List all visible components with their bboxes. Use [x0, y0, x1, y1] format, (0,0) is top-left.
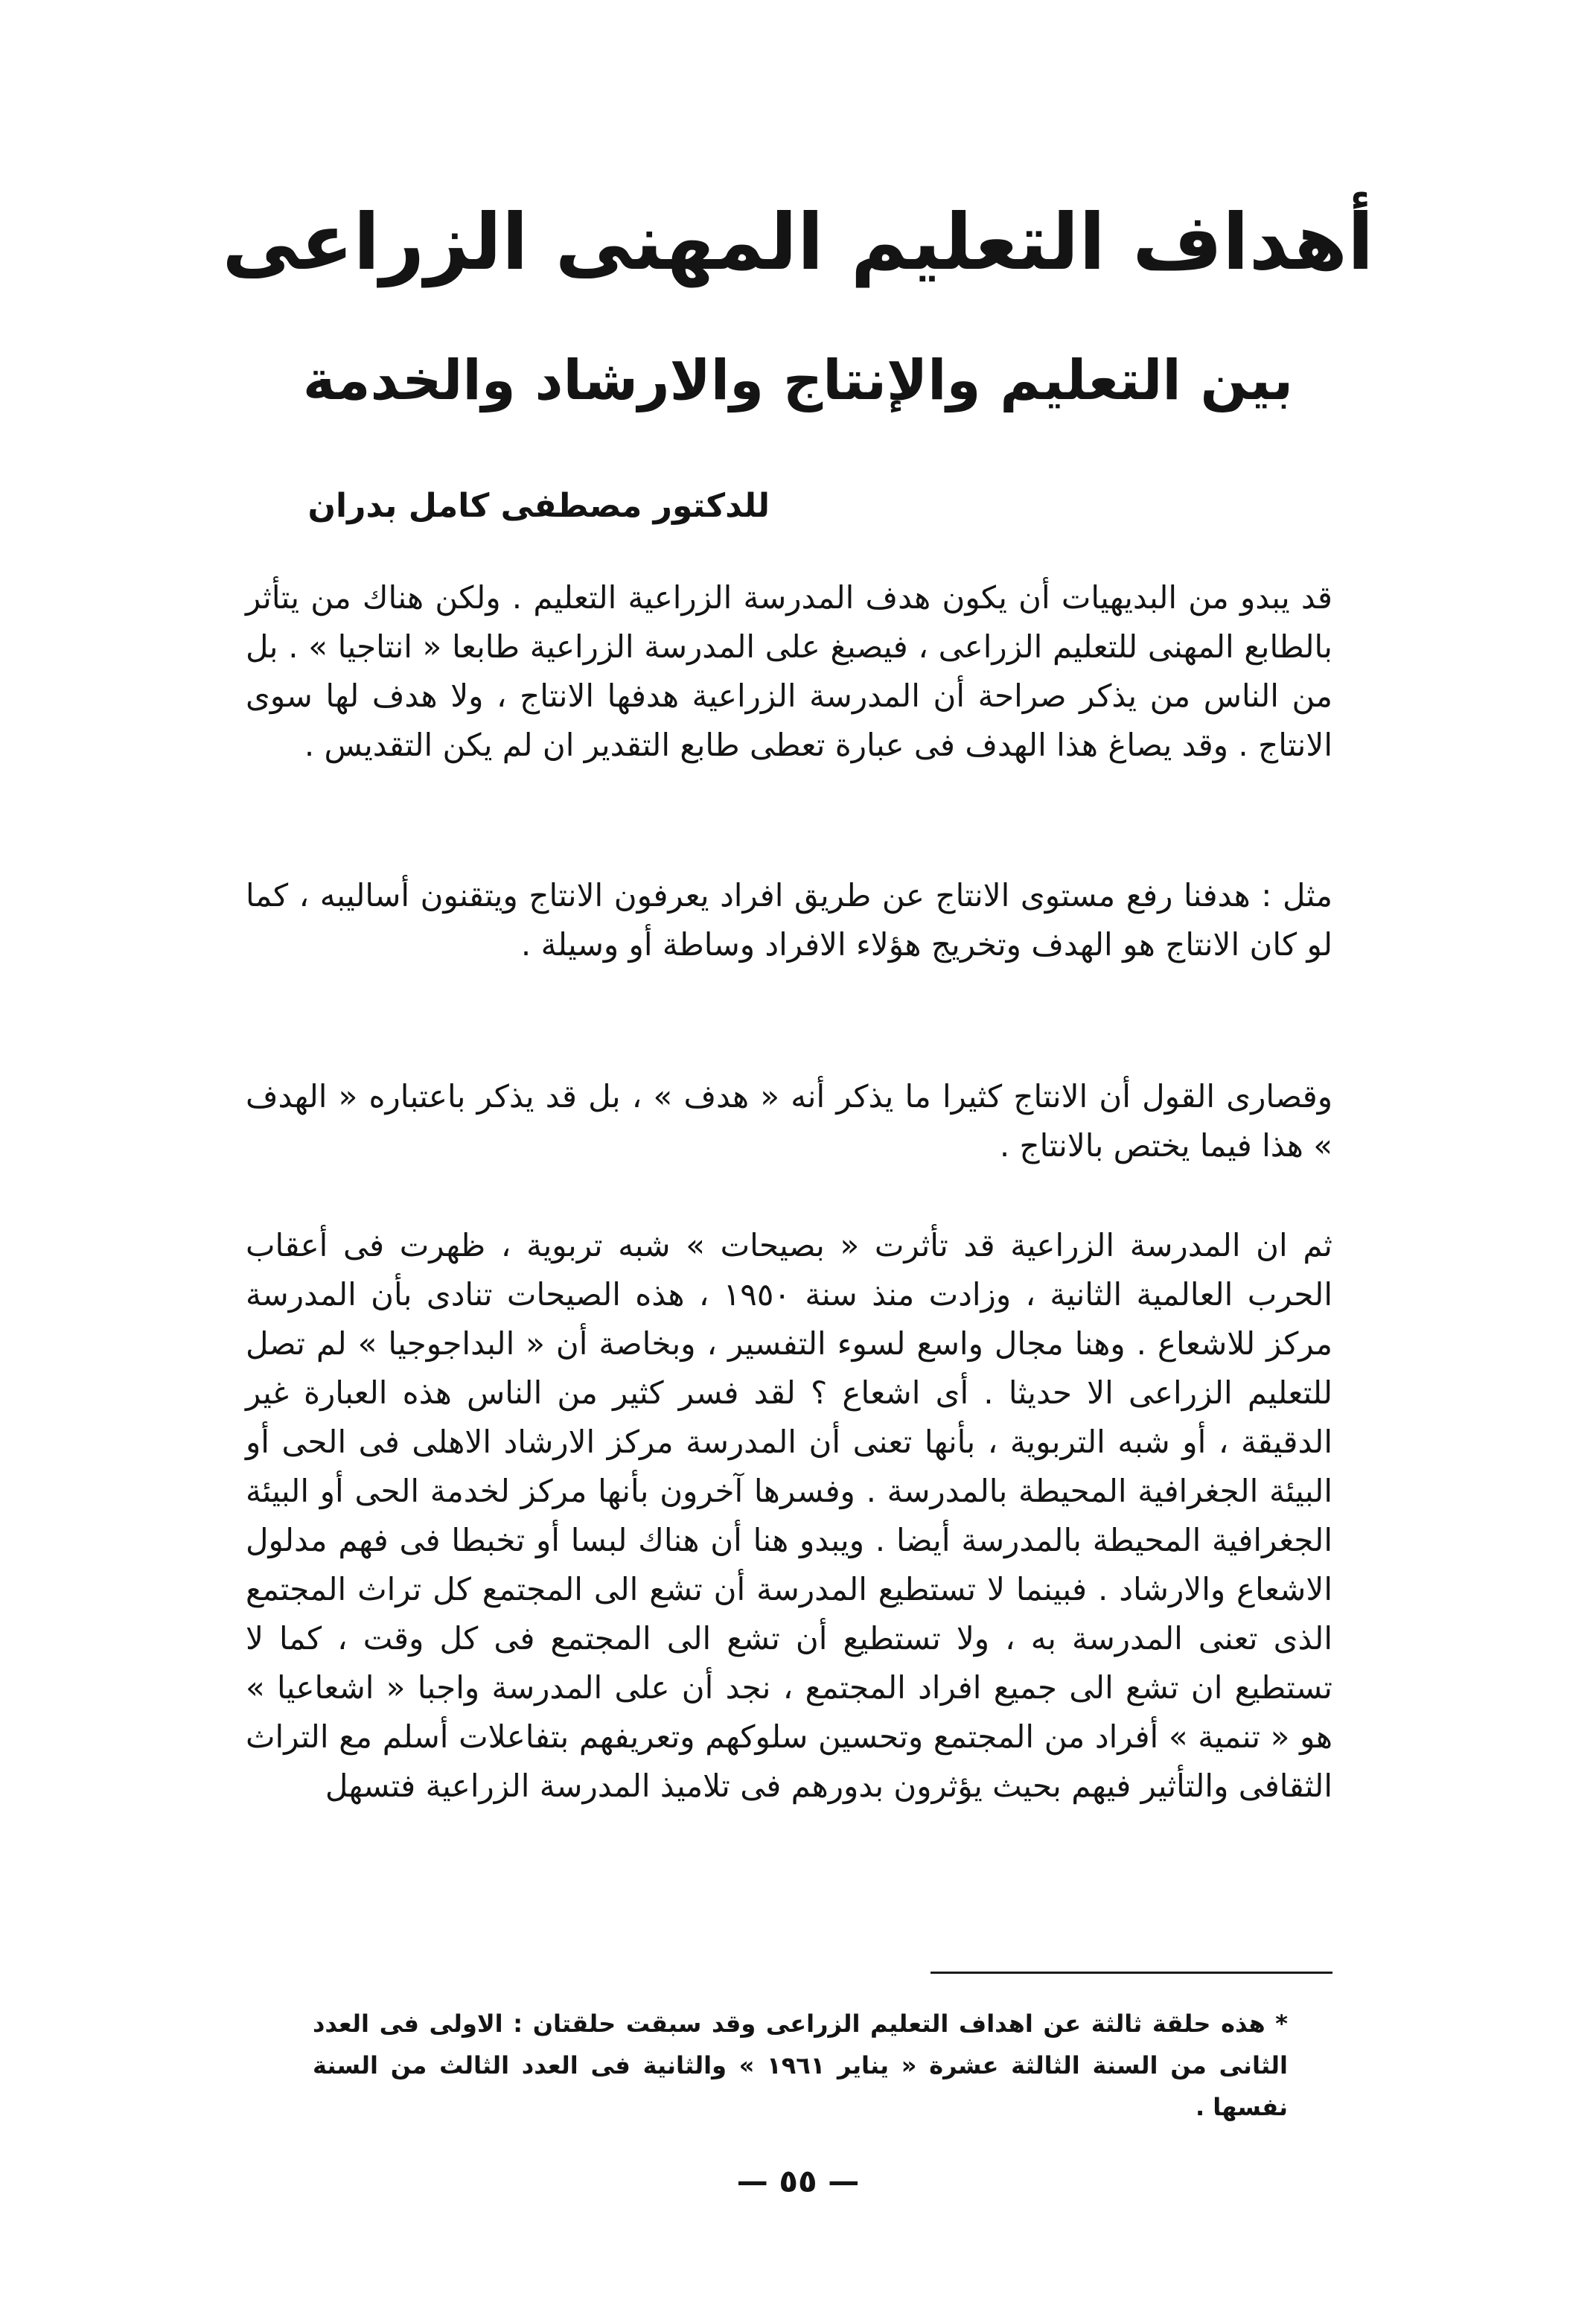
paragraph-1: قد يبدو من البديهيات أن يكون هدف المدرسة الزراعية التعليم . ولكن هناك من يتأثر بالطابع المهنى للتعليم الزراعى ، فيصبغ على المدرسة الزراعية طابعا « انتاجيا » . بل من الناس من يذكر صراحة أن المدرسة الزراعية هدفها الانتاج ، ولا هدف لها سوى الانتاج . وقد يصاغ هذا الهدف فى عبارة تعطى طابع التقدير ان لم يكن التقديس .	[246, 579, 1332, 763]
article-subtitle: بين التعليم والإنتاج والارشاد والخدمة	[302, 348, 1294, 412]
page-number: — ٥٥ —	[736, 2163, 860, 2199]
paragraph-3: وقصارى القول أن الانتاج كثيرا ما يذكر أنه « هدف » ، بل قد يذكر باعتباره « الهدف » هذا فيما يختص بالانتاج .	[246, 1078, 1332, 1164]
footnote-divider	[931, 1972, 1332, 1974]
author-byline: للدكتور مصطفى كامل بدران	[307, 487, 770, 525]
paragraph-4: ثم ان المدرسة الزراعية قد تأثرت « بصيحات » شبه تربوية ، ظهرت فى أعقاب الحرب العالمية الثانية ، وزادت منذ سنة ١٩٥٠ ، هذه الصيحات تنادى بأن المدرسة مركز للاشعاع . وهنا مجال واسع لسوء التفسير ، وبخاصة أن « البداجوجيا » لم تصل للتعليم الزراعى الا حديثا . أى اشعاع ؟ لقد فسر كثير من الناس هذه العبارة غير الدقيقة ، أو شبه التربوية ، بأنها تعنى أن المدرسة مركز الارشاد الاهلى فى الحى أو البيئة الجغرافية المحيطة بالمدرسة . وفسرها آخرون بأنها مركز لخدمة الحى أو البيئة الجغرافية المحيطة بالمدرسة أيضا . ويبدو هنا أن هناك لبسا أو تخبطا فى فهم مدلول الاشعاع والارشاد . فبينما لا تستطيع المدرسة أن تشع الى المجتمع كل تراث المجتمع الذى تعنى المدرسة به ، ولا تستطيع أن تشع الى المجتمع فى كل وقت ، كما لا تستطيع ان تشع الى جميع افراد المجتمع ، نجد أن على المدرسة واجبا « اشعاعيا » هو « تنمية » أفراد من المجتمع وتحسين سلوكهم وتعريفهم بتفاعلات أسلم مع التراث الثقافى والتأثير فيهم بحيث يؤثرون بدورهم فى تلاميذ المدرسة الزراعية فتسهل	[246, 1227, 1332, 1804]
paragraph-2: مثل : هدفنا رفع مستوى الانتاج عن طريق افراد يعرفون الانتاج ويتقنون أساليبه ، كما لو كان الانتاج هو الهدف وتخريج هؤلاء الافراد وساطة أو وسيلة .	[246, 877, 1332, 963]
article-title: أهداف التعليم المهنى الزراعى	[222, 197, 1374, 287]
footnote: * هذه حلقة ثالثة عن اهداف التعليم الزراعى وقد سبقت حلقتان : الاولى فى العدد الثانى من السنة الثالثة عشرة « يناير ١٩٦١ » والثانية فى العدد الثالث من السنة نفسها .	[313, 2010, 1289, 2121]
